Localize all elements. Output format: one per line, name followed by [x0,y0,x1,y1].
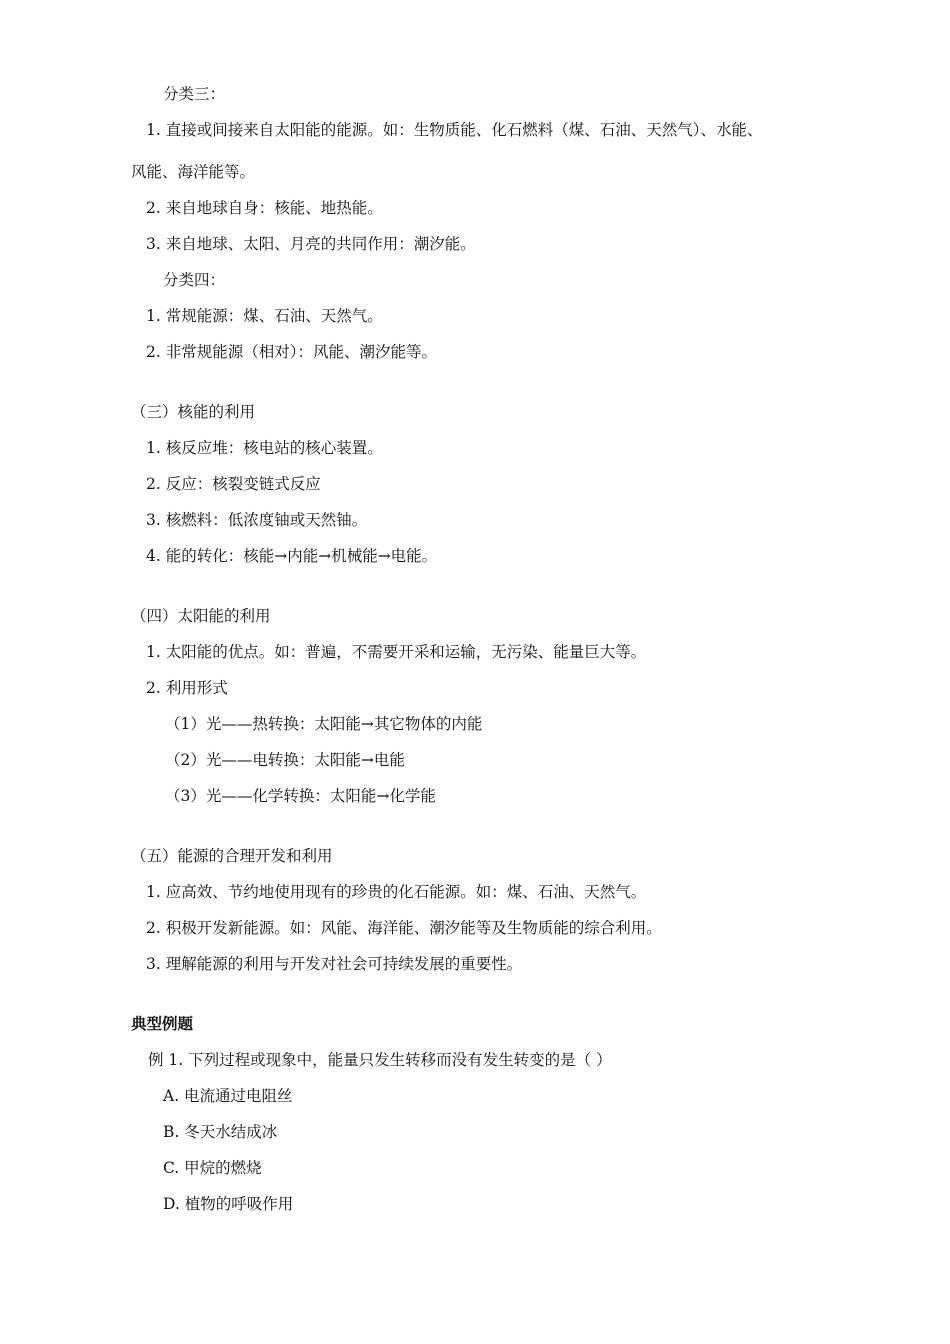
text-line: 2. 利用形式 [146,679,228,697]
text-line: 2. 来自地球自身：核能、地热能。 [146,199,383,217]
text-line: （1）光——热转换：太阳能→其它物体的内能 [165,715,483,733]
text-line: 风能、海洋能等。 [131,163,256,181]
text-line: （3）光——化学转换：太阳能→化学能 [165,787,436,805]
text-line: D. 植物的呼吸作用 [163,1195,294,1213]
text-line: 3. 核燃料：低浓度铀或天然铀。 [146,511,368,529]
text-line: 分类四： [163,271,226,289]
text-line: 3. 理解能源的利用与开发对社会可持续发展的重要性。 [146,955,523,973]
text-line: 4. 能的转化：核能→内能→机械能→电能。 [146,547,438,565]
text-line: （五）能源的合理开发和利用 [131,847,333,865]
text-line: 1. 直接或间接来自太阳能的能源。如：生物质能、化石燃料（煤、石油、天然气）、水能、 [146,121,763,139]
text-line: 3. 来自地球、太阳、月亮的共同作用：潮汐能。 [146,235,476,253]
text-line: A. 电流通过电阻丝 [163,1087,293,1105]
text-line: （三）核能的利用 [131,403,256,421]
text-line: C. 甲烷的燃烧 [163,1159,262,1177]
text-line: 2. 积极开发新能源。如：风能、海洋能、潮汐能等及生物质能的综合利用。 [146,919,662,937]
text-line: 1. 常规能源：煤、石油、天然气。 [146,307,383,325]
section-heading: 典型例题 [131,1015,194,1033]
text-line: 1. 应高效、节约地使用现有的珍贵的化石能源。如：煤、石油、天然气。 [146,883,647,901]
text-line: 例 1. 下列过程或现象中，能量只发生转移而没有发生转变的是（ ） [148,1051,612,1069]
text-line: 1. 太阳能的优点。如：普遍，不需要开采和运输，无污染、能量巨大等。 [146,643,647,661]
text-line: 2. 非常规能源（相对）：风能、潮汐能等。 [146,343,437,361]
text-line: （2）光——电转换：太阳能→电能 [165,751,405,769]
text-line: （四）太阳能的利用 [131,607,271,625]
text-line: 分类三： [163,85,226,103]
text-line: B. 冬天水结成冰 [163,1123,278,1141]
text-line: 2. 反应：核裂变链式反应 [146,475,321,493]
text-line: 1. 核反应堆：核电站的核心装置。 [146,439,383,457]
